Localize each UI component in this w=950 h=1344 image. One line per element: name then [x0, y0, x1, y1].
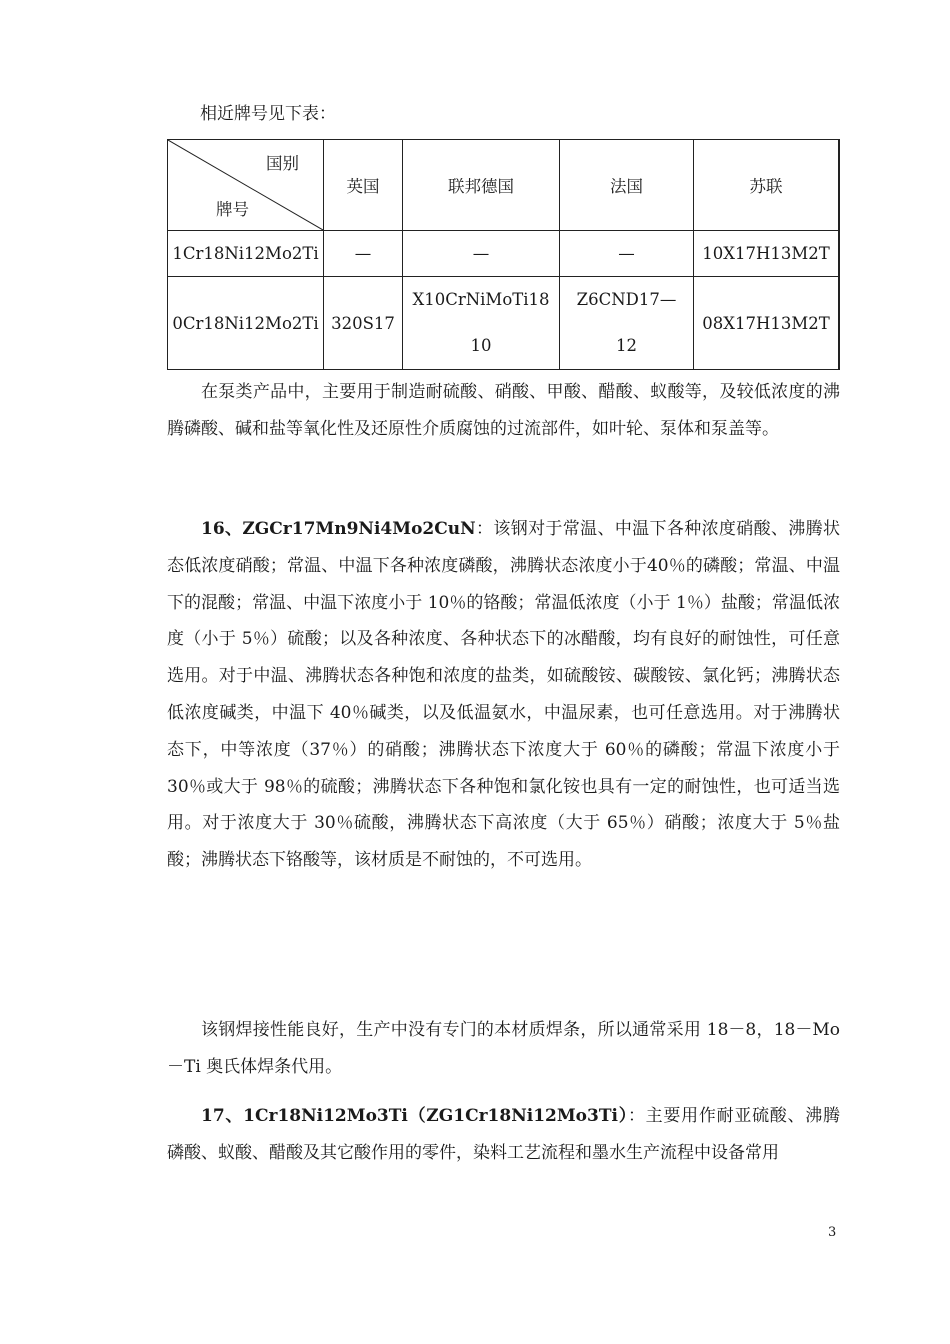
- item-16-title: 16、ZGCr17Mn9Ni4Mo2CuN: [201, 519, 476, 539]
- header-france: 法国: [560, 140, 694, 231]
- table-row: [168, 231, 840, 277]
- item-17-body: ：主要用作耐亚硫酸、沸腾磷酸、蚁酸、醋酸及其它酸作用的零件，染料工艺流程和墨水生产流程中设备常用: [167, 1106, 841, 1163]
- france-cell-line1: Z6CND17—: [576, 290, 677, 309]
- header-ussr: 苏联: [694, 140, 840, 231]
- ussr-cell: 08X17H13M2T: [694, 277, 840, 370]
- grade-cell: 0Cr18Ni12Mo2Ti: [168, 277, 324, 370]
- table-row: [168, 277, 840, 370]
- country-header: 国别: [266, 154, 299, 173]
- germany-cell-line1: X10CrNiMoTi18: [412, 290, 550, 309]
- paragraph-welding: 该钢焊接性能良好，生产中没有专门的本材质焊条，所以通常采用 18－8，18－Mo－Ti 奥氏体焊条代用。: [167, 1020, 840, 1077]
- france-cell: —: [560, 231, 694, 277]
- table-intro: 相近牌号见下表：: [200, 104, 336, 124]
- france-cell: [560, 277, 694, 370]
- item-17-title: 17、1Cr18Ni12Mo3Ti（ZG1Cr18Ni12Mo3Ti）: [201, 1106, 628, 1126]
- paragraph-pump-usage: 在泵类产品中，主要用于制造耐硫酸、硝酸、甲酸、醋酸、蚁酸等，及较低浓度的沸腾磷酸、碱和盐等氧化性及还原性介质腐蚀的过流部件，如叶轮、泵体和泵盖等。: [167, 382, 840, 439]
- diagonal-header-cell: [168, 140, 324, 231]
- page-number: 3: [828, 1225, 837, 1240]
- table-header-row: [168, 140, 840, 231]
- header-uk: 英国: [324, 140, 403, 231]
- paragraph-item-16: [167, 511, 840, 879]
- header-germany: 联邦德国: [403, 140, 560, 231]
- germany-cell: —: [403, 231, 560, 277]
- grade-header: 牌号: [216, 200, 249, 219]
- ussr-cell: 10X17H13M2T: [694, 231, 840, 277]
- item-16-body: ：该钢对于常温、中温下各种浓度硝酸、沸腾状态低浓度硝酸；常温、中温下各种浓度磷酸，沸腾状态浓度小于40％的磷酸；常温、中温下的混酸；常温、中温下浓度小于 10％的铬酸；常温低浓度（小于 1％）盐酸；常温低浓度（小于 5％）硫酸；以及各种浓度、各种状态下的冰醋酸，均有良好的耐蚀性，可任意选用。对于中温、沸腾状态各种饱和浓度的盐类，如硫酸铵、碳酸铵、氯化钙；沸腾状态低浓度碱类，中温下 40％碱类，以及低温氨水，中温尿素，也可任意选用。对于沸腾状态下，中等浓度（37％）的硝酸；沸腾状态下浓度大于 60％的磷酸；常温下浓度小于 30％或大于 98％的硫酸；沸腾状态下各种饱和氯化铵也具有一定的耐蚀性，也可适当选用。对于浓度大于 30％硫酸，沸腾状态下高浓度（大于 65％）硝酸；浓度大于 5％盐酸；沸腾状态下铬酸等，该材质是不耐蚀的，不可选用。: [167, 519, 841, 871]
- uk-cell: 320S17: [324, 277, 403, 370]
- germany-cell: [403, 277, 560, 370]
- france-cell-line2: 12: [616, 336, 637, 355]
- germany-cell-line2: 10: [470, 336, 492, 355]
- uk-cell: —: [324, 231, 403, 277]
- grade-cell: 1Cr18Ni12Mo2Ti: [168, 231, 324, 277]
- paragraph-item-17: [167, 1098, 840, 1172]
- similar-grades-table: [167, 139, 840, 370]
